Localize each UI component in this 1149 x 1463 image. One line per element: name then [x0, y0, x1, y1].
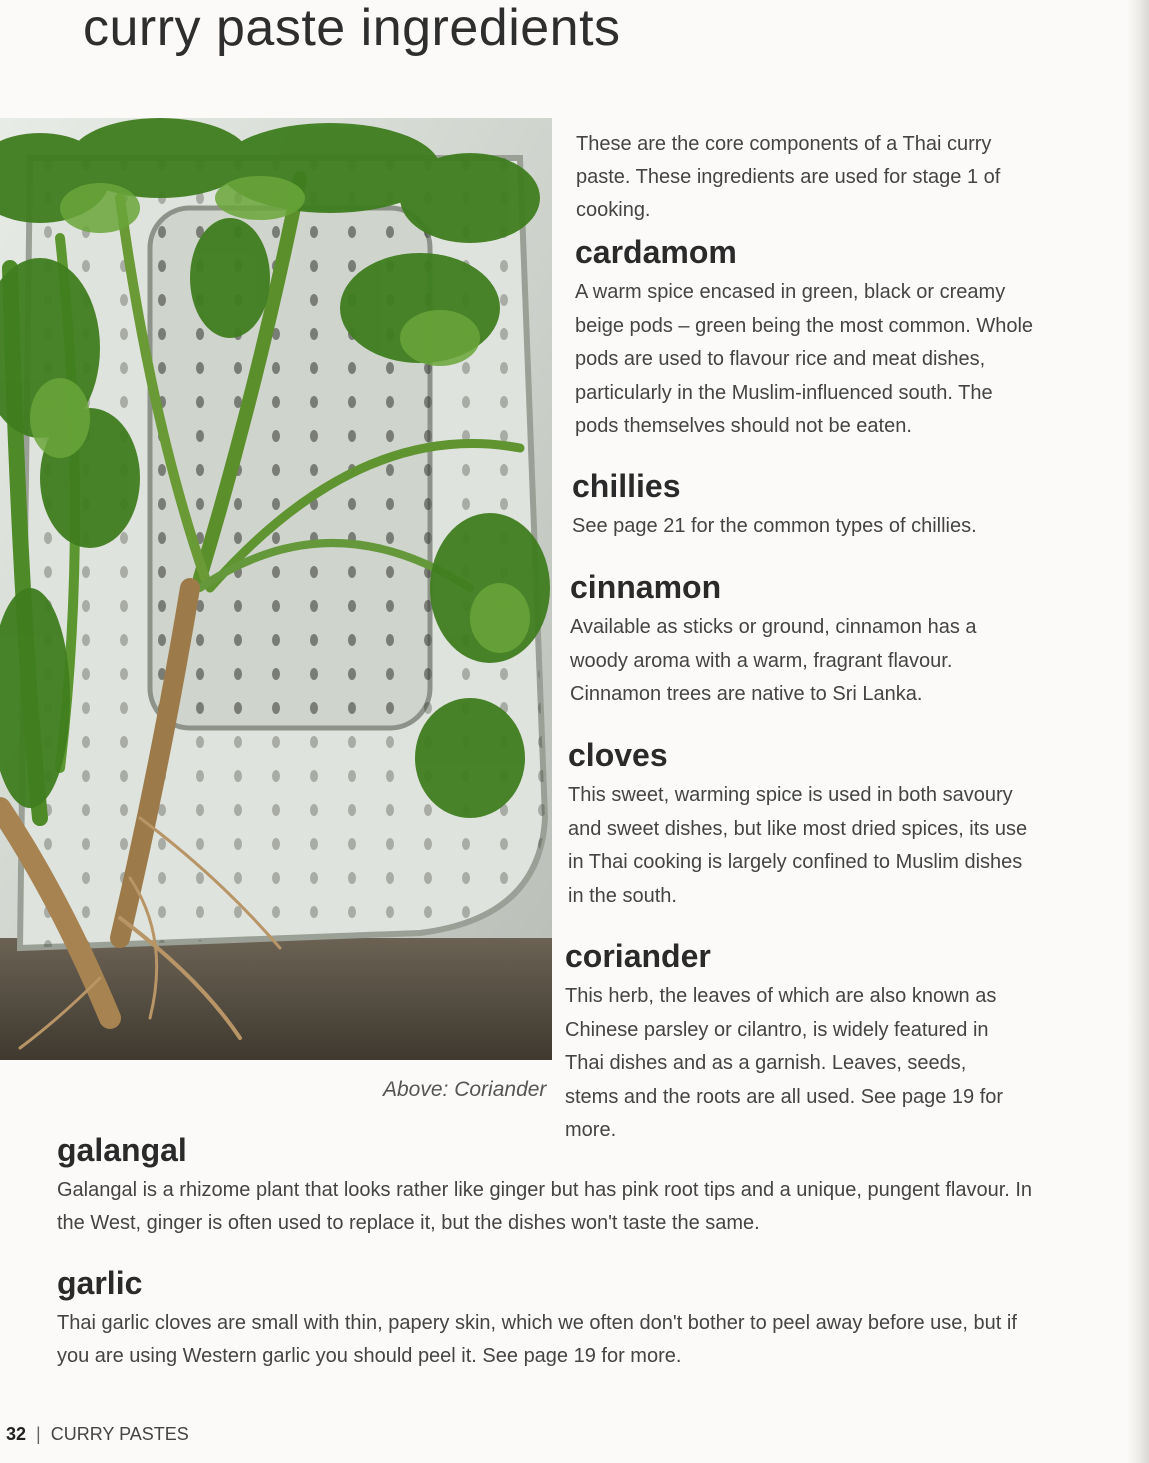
section-heading: cloves: [568, 737, 668, 773]
photo-caption: Above: Coriander: [383, 1078, 547, 1101]
section-body: This herb, the leaves of which are also known as Chinese parsley or cilantro, is widely featured in Thai dishes and as a garnish. Leaves, seeds, stems and the roots are all used. See page 19 for more.: [565, 985, 1004, 1141]
section-chillies: [572, 466, 1032, 544]
section-heading: chillies: [572, 468, 681, 504]
page-footer: [6, 1424, 189, 1445]
section-cardamom: [575, 232, 1035, 444]
section-body: Thai garlic cloves are small with thin, papery skin, which we often don't bother to peel away before use, but if you are using Western garlic you should peel it. See page 19 for more.: [57, 1312, 1017, 1367]
section-heading: cinnamon: [570, 569, 722, 605]
section-heading: garlic: [57, 1265, 143, 1301]
section-cinnamon: [570, 567, 1030, 712]
intro-text: These are the core components of a Thai curry paste. These ingredients are used for stage 1 of cooking.: [576, 133, 1001, 221]
page-edge-shadow: [1127, 0, 1149, 1463]
section-body: Available as sticks or ground, cinnamon has a woody aroma with a warm, fragrant flavour. Cinnamon trees are native to Sri Lanka.: [570, 616, 977, 705]
section-heading: coriander: [565, 938, 711, 974]
chapter-name: CURRY PASTES: [50, 1424, 189, 1444]
footer-separator: |: [36, 1424, 41, 1444]
section-body: See page 21 for the common types of chillies.: [572, 515, 977, 537]
page-number: 32: [6, 1424, 27, 1444]
page-title: curry paste ingredients: [83, 0, 621, 57]
coriander-photo: [0, 118, 552, 1060]
section-body: Galangal is a rhizome plant that looks rather like ginger but has pink root tips and a unique, pungent flavour. In the West, ginger is often used to replace it, but the dishes won't taste the same.: [57, 1179, 1033, 1234]
section-body: This sweet, warming spice is used in both savoury and sweet dishes, but like most dried spices, its use in Thai cooking is largely confined to Muslim dishes in the south.: [568, 784, 1028, 907]
section-heading: cardamom: [575, 234, 737, 270]
section-cloves: [568, 735, 1028, 913]
section-heading: galangal: [57, 1132, 187, 1168]
section-galangal: [57, 1130, 1037, 1240]
section-coriander: [565, 936, 1025, 1148]
section-body: A warm spice encased in green, black or creamy beige pods – green being the most common. Whole pods are used to flavour rice and meat dishes, particularly in the Muslim-influenced south. The pods themselves should not be eaten.: [575, 281, 1034, 437]
section-garlic: [57, 1263, 1037, 1373]
